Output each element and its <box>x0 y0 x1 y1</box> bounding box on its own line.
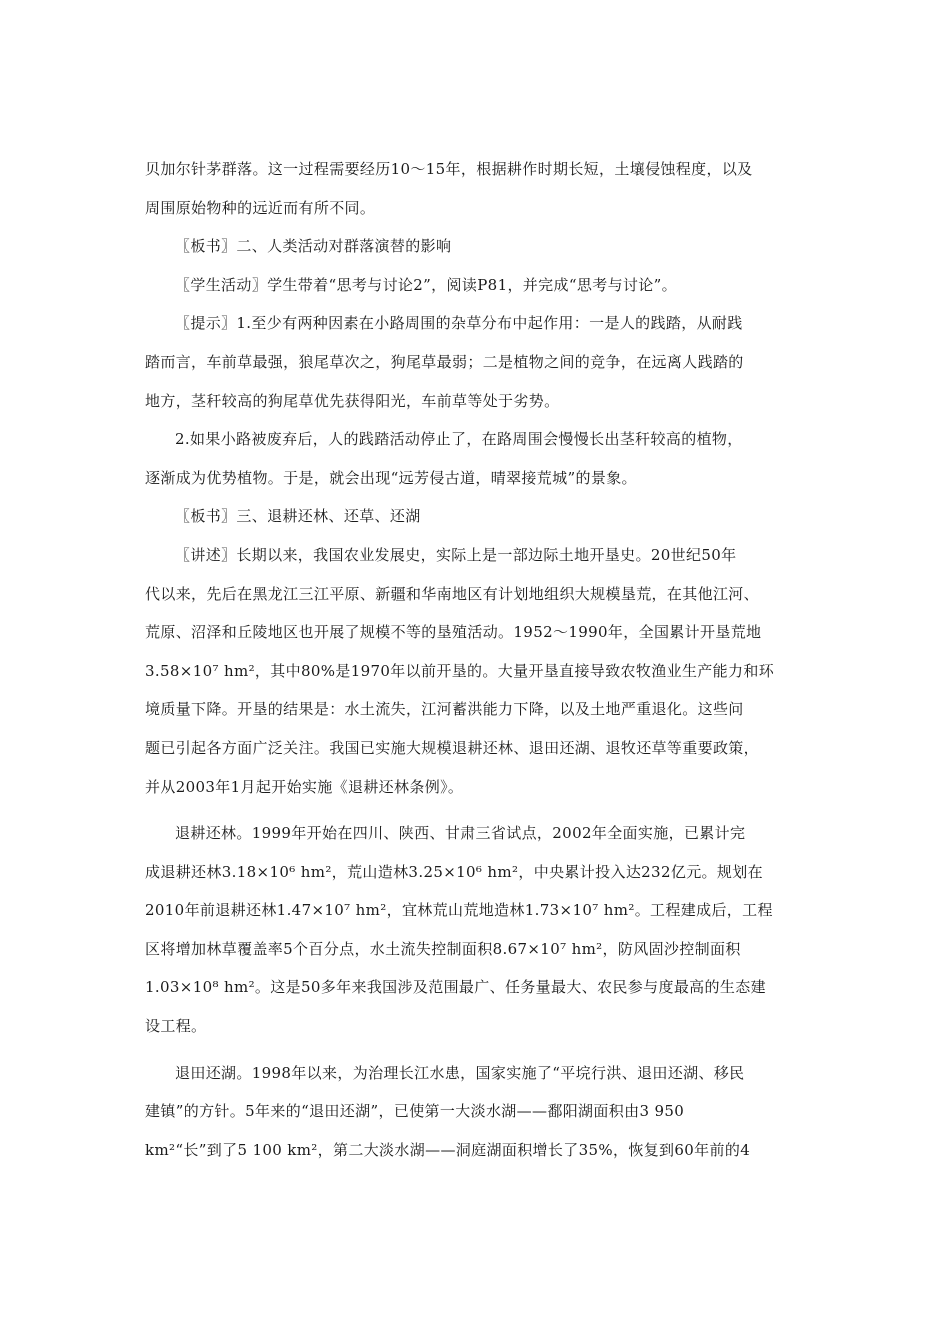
text-line: km²“长”到了5 100 km²，第二大淡水湖——洞庭湖面积增长了35%，恢复到60年前的4 <box>145 1140 751 1159</box>
text-line: 〖提示〗1.至少有两种因素在小路周围的杂草分布中起作用：一是人的践踏，从耐践 <box>175 314 743 333</box>
text-line: 并从2003年1月起开始实施《退耕还林条例》。 <box>145 777 464 796</box>
text-line: 2.如果小路被废弃后，人的践踏活动停止了，在路周围会慢慢长出茎秆较高的植物， <box>175 430 743 449</box>
text-line: 区将增加林草覆盖率5个百分点，水土流失控制面积8.67×10⁷ hm²，防风固沙控制面积 <box>145 939 741 958</box>
text-line: 周围原始物种的远近而有所不同。 <box>145 198 376 217</box>
text-line: 设工程。 <box>145 1017 207 1036</box>
text-line: 题已引起各方面广泛关注。我国已实施大规模退耕还林、退田还湖、退牧还草等重要政策， <box>145 738 760 757</box>
text-line: 贝加尔针茅群落。这一过程需要经历10～15年，根据耕作时期长短，土壤侵蚀程度，以及 <box>145 160 753 178</box>
text-line: 荒原、沼泽和丘陵地区也开展了规模不等的垦殖活动。1952～1990年，全国累计开垦荒地 <box>145 623 762 642</box>
text-line: 境质量下降。开垦的结果是：水土流失，江河蓄洪能力下降，以及土地严重退化。这些问 <box>145 700 744 719</box>
text-line: 建镇”的方针。5年来的“退田还湖”，已使第一大淡水湖——鄱阳湖面积由3 950 <box>145 1102 685 1121</box>
text-line: 地方，茎秆较高的狗尾草优先获得阳光，车前草等处于劣势。 <box>145 391 560 410</box>
text-line: 踏而言，车前草最强，狼尾草次之，狗尾草最弱；二是植物之间的竞争，在远离人践踏的 <box>145 352 744 371</box>
document-body <box>145 150 810 1169</box>
text-line: 〖学生活动〗学生带着“思考与讨论2”，阅读P81，并完成“思考与讨论”。 <box>175 275 677 294</box>
text-line: 2010年前退耕还林1.47×10⁷ hm²，宜林荒山荒地造林1.73×10⁷ hm²。工程建成后，工程 <box>145 901 773 920</box>
text-line: 退耕还林。1999年开始在四川、陕西、甘肃三省试点，2002年全面实施，已累计完 <box>175 824 746 843</box>
paragraph-gap <box>145 806 810 814</box>
text-line: 代以来，先后在黑龙江三江平原、新疆和华南地区有计划地组织大规模垦荒，在其他江河、 <box>145 584 760 603</box>
text-line: 1.03×10⁸ hm²。这是50多年来我国涉及范围最广、任务量最大、农民参与度最高的生态建 <box>145 978 766 997</box>
text-line: 退田还湖。1998年以来，为治理长江水患，国家实施了“平垸行洪、退田还湖、移民 <box>175 1063 745 1082</box>
paragraph-gap <box>145 1046 810 1054</box>
text-line: 逐渐成为优势植物。于是，就会出现“远芳侵古道，晴翠接荒城”的景象。 <box>145 468 637 487</box>
text-line: 3.58×10⁷ hm²，其中80%是1970年以前开垦的。大量开垦直接导致农牧渔业生产能力和环 <box>145 661 775 680</box>
text-line: 〖讲述〗长期以来，我国农业发展史，实际上是一部边际土地开垦史。20世纪50年 <box>175 545 737 564</box>
text-line: 成退耕还林3.18×10⁶ hm²，荒山造林3.25×10⁶ hm²，中央累计投入达232亿元。规划在 <box>145 862 763 881</box>
board-heading: 〖板书〗二、人类活动对群落演替的影响 <box>175 237 452 256</box>
board-heading: 〖板书〗三、退耕还林、还草、还湖 <box>175 507 421 526</box>
